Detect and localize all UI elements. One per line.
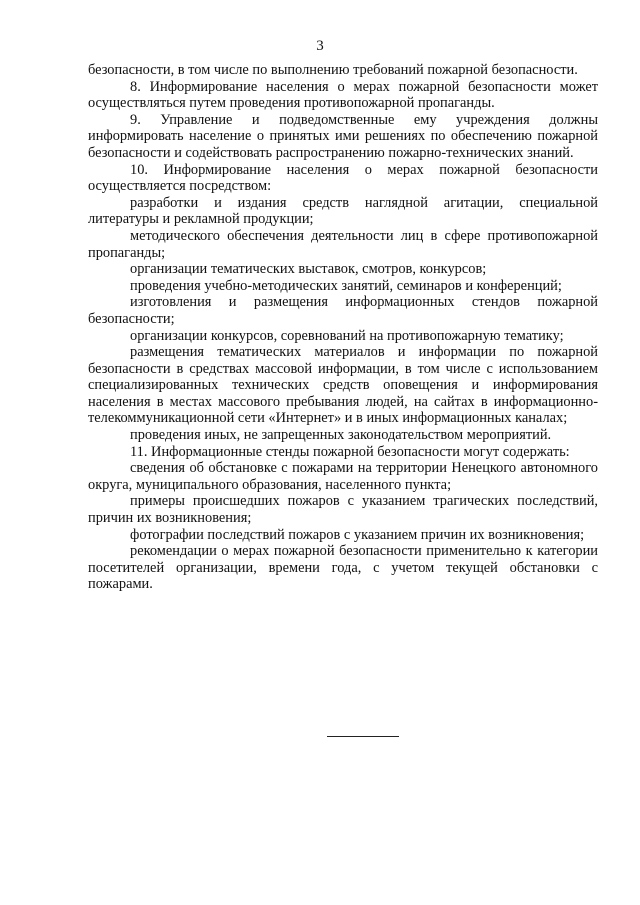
list-item: примеры происшедших пожаров с указанием трагических последствий, причин их возникновения; xyxy=(88,493,598,527)
list-item: проведения учебно-методических занятий, семинаров и конференций; xyxy=(130,277,562,294)
end-divider-line xyxy=(327,736,399,737)
list-item: методического обеспечения деятельности лиц в сфере противопожарной пропаганды; xyxy=(88,227,598,261)
list-item: размещения тематических материалов и информации по пожарной безопасности в средствах массовой информации, в том числе с использованием специализированных технических средств оповещения и информирования населения в местах массового пребывания людей, на сайтах в информационно-телекоммуникационной сети «Интернет» и в иных информационных каналах; xyxy=(88,344,598,427)
list-item: организации тематических выставок, смотров, конкурсов; xyxy=(130,261,487,278)
list-item: фотографии последствий пожаров с указанием причин их возникновения; xyxy=(130,526,585,543)
document-body xyxy=(88,62,598,593)
list-item: изготовления и размещения информационных стендов пожарной безопасности; xyxy=(88,294,598,327)
list-item: организации конкурсов, соревнований на противопожарную тематику; xyxy=(130,327,564,344)
page-number: 3 xyxy=(316,38,324,54)
paragraph-10: 10. Информирование населения о мерах пожарной безопасности осуществляется посредством: xyxy=(88,161,598,195)
list-item: проведения иных, не запрещенных законодательством мероприятий. xyxy=(130,427,552,444)
list-item: рекомендации о мерах пожарной безопасности применительно к категории посетителей организации, времени года, с учетом текущей обстановки с пожарами. xyxy=(88,543,598,593)
paragraph-11: 11. Информационные стенды пожарной безопасности могут содержать: xyxy=(130,443,570,460)
list-item: сведения об обстановке с пожарами на территории Ненецкого автономного округа, муниципального образования, населенного пункта; xyxy=(88,460,598,493)
list-item: разработки и издания средств наглядной агитации, специальной литературы и рекламной продукции; xyxy=(88,194,598,228)
paragraph-continuation: безопасности, в том числе по выполнению требований пожарной безопасности. xyxy=(88,62,578,78)
paragraph-8: 8. Информирование населения о мерах пожарной безопасности может осуществляться путем проведения противопожарной пропаганды. xyxy=(88,78,598,112)
paragraph-9: 9. Управление и подведомственные ему учреждения должны информировать население о принятых ими решениях по обеспечению пожарной безопасности и содействовать распространению пожарно-технических знаний. xyxy=(88,111,598,161)
